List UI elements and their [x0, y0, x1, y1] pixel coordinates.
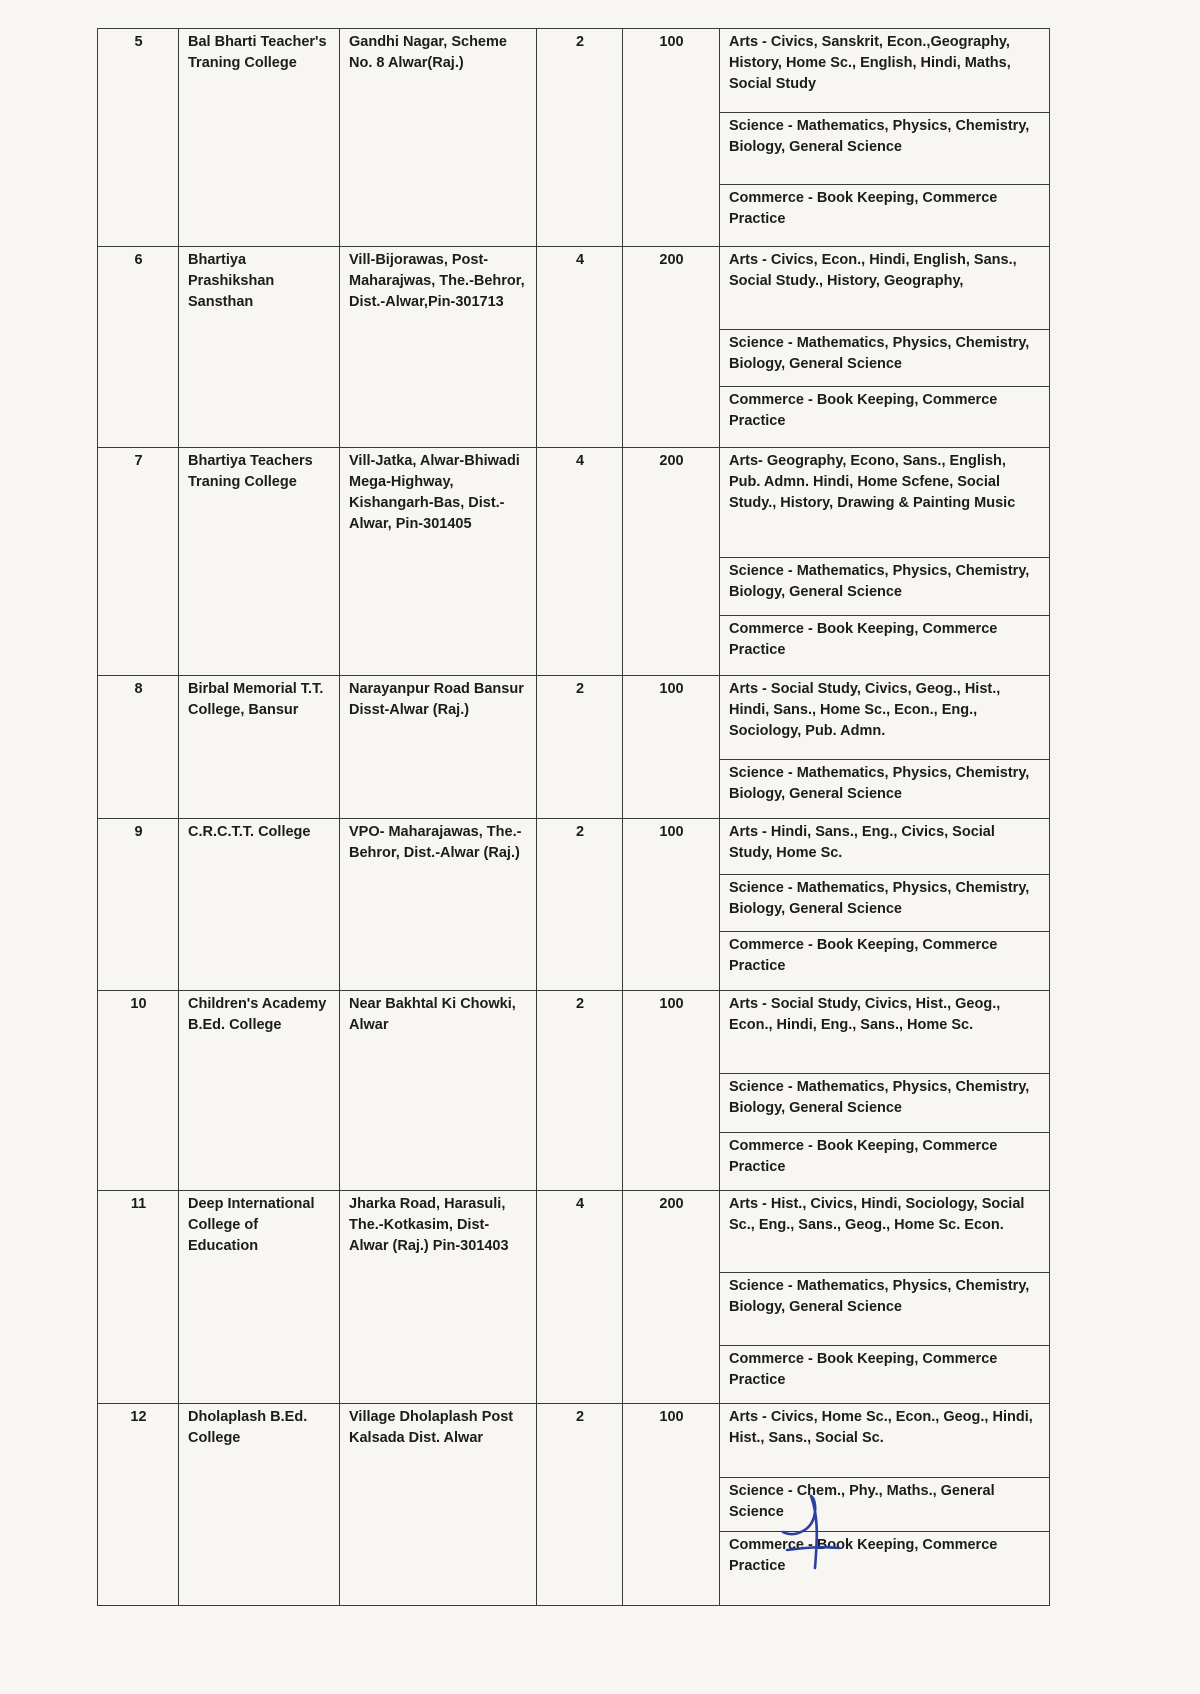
subjects-cell: Commerce - Book Keeping, Commerce Practice [720, 1532, 1050, 1606]
college-list-table [97, 28, 1050, 1606]
subjects-cell: Commerce - Book Keeping, Commerce Practice [720, 387, 1050, 448]
table-row [98, 247, 1050, 330]
subjects-cell: Science - Mathematics, Physics, Chemistry, Biology, General Science [720, 558, 1050, 616]
college-address-cell: Jharka Road, Harasuli, The.-Kotkasim, Dist-Alwar (Raj.) Pin-301403 [340, 1191, 537, 1404]
seats-cell: 200 [623, 448, 720, 676]
table-row [98, 819, 1050, 875]
subjects-cell: Commerce - Book Keeping, Commerce Practice [720, 1346, 1050, 1404]
units-cell: 4 [537, 448, 623, 676]
college-name-cell: Bhartiya Prashikshan Sansthan [179, 247, 340, 448]
college-name-cell: Deep International College of Education [179, 1191, 340, 1404]
serial-number-cell: 9 [98, 819, 179, 991]
subjects-cell: Arts - Social Study, Civics, Hist., Geog., Econ., Hindi, Eng., Sans., Home Sc. [720, 991, 1050, 1074]
subjects-cell: Commerce - Book Keeping, Commerce Practice [720, 932, 1050, 991]
college-address-cell: Vill-Bijorawas, Post-Maharajwas, The.-Behror, Dist.-Alwar,Pin-301713 [340, 247, 537, 448]
seats-cell: 100 [623, 991, 720, 1191]
table-row [98, 991, 1050, 1074]
seats-cell: 200 [623, 247, 720, 448]
serial-number-cell: 10 [98, 991, 179, 1191]
serial-number-cell: 7 [98, 448, 179, 676]
college-name-cell: Children's Academy B.Ed. College [179, 991, 340, 1191]
table-row [98, 676, 1050, 760]
units-cell: 2 [537, 1404, 623, 1606]
subjects-cell: Science - Mathematics, Physics, Chemistry, Biology, General Science [720, 875, 1050, 932]
units-cell: 4 [537, 247, 623, 448]
seats-cell: 200 [623, 1191, 720, 1404]
subjects-cell: Arts - Civics, Home Sc., Econ., Geog., Hindi, Hist., Sans., Social Sc. [720, 1404, 1050, 1478]
table-row [98, 1404, 1050, 1478]
serial-number-cell: 6 [98, 247, 179, 448]
units-cell: 4 [537, 1191, 623, 1404]
serial-number-cell: 11 [98, 1191, 179, 1404]
subjects-cell: Science - Mathematics, Physics, Chemistry, Biology, General Science [720, 1074, 1050, 1133]
table-row [98, 448, 1050, 558]
college-address-cell: Gandhi Nagar, Scheme No. 8 Alwar(Raj.) [340, 29, 537, 247]
seats-cell: 100 [623, 1404, 720, 1606]
units-cell: 2 [537, 29, 623, 247]
subjects-cell: Science - Mathematics, Physics, Chemistry, Biology, General Science [720, 330, 1050, 387]
college-address-cell: Narayanpur Road Bansur Disst-Alwar (Raj.) [340, 676, 537, 819]
subjects-cell: Commerce - Book Keeping, Commerce Practice [720, 616, 1050, 676]
subjects-cell: Science - Chem., Phy., Maths., General Science [720, 1478, 1050, 1532]
college-list-body [98, 29, 1050, 1606]
subjects-cell: Arts - Social Study, Civics, Geog., Hist., Hindi, Sans., Home Sc., Econ., Eng., Sociology, Pub. Admn. [720, 676, 1050, 760]
subjects-cell: Commerce - Book Keeping, Commerce Practice [720, 185, 1050, 247]
college-name-cell: Birbal Memorial T.T. College, Bansur [179, 676, 340, 819]
seats-cell: 100 [623, 676, 720, 819]
seats-cell: 100 [623, 819, 720, 991]
subjects-cell: Science - Mathematics, Physics, Chemistry, Biology, General Science [720, 760, 1050, 819]
units-cell: 2 [537, 991, 623, 1191]
college-name-cell: Dholaplash B.Ed. College [179, 1404, 340, 1606]
college-address-cell: Village Dholaplash Post Kalsada Dist. Alwar [340, 1404, 537, 1606]
college-address-cell: Near Bakhtal Ki Chowki, Alwar [340, 991, 537, 1191]
serial-number-cell: 12 [98, 1404, 179, 1606]
college-name-cell: C.R.C.T.T. College [179, 819, 340, 991]
units-cell: 2 [537, 676, 623, 819]
seats-cell: 100 [623, 29, 720, 247]
college-address-cell: Vill-Jatka, Alwar-Bhiwadi Mega-Highway, Kishangarh-Bas, Dist.-Alwar, Pin-301405 [340, 448, 537, 676]
subjects-cell: Commerce - Book Keeping, Commerce Practice [720, 1133, 1050, 1191]
college-name-cell: Bal Bharti Teacher's Traning College [179, 29, 340, 247]
subjects-cell: Arts - Hindi, Sans., Eng., Civics, Social Study, Home Sc. [720, 819, 1050, 875]
subjects-cell: Arts- Geography, Econo, Sans., English, Pub. Admn. Hindi, Home Scfene, Social Study., History, Drawing & Painting Music [720, 448, 1050, 558]
units-cell: 2 [537, 819, 623, 991]
subjects-cell: Arts - Hist., Civics, Hindi, Sociology, Social Sc., Eng., Sans., Geog., Home Sc. Econ. [720, 1191, 1050, 1273]
subjects-cell: Arts - Civics, Econ., Hindi, English, Sans., Social Study., History, Geography, [720, 247, 1050, 330]
college-address-cell: VPO- Maharajawas, The.-Behror, Dist.-Alwar (Raj.) [340, 819, 537, 991]
table-row [98, 29, 1050, 113]
college-name-cell: Bhartiya Teachers Traning College [179, 448, 340, 676]
table-row [98, 1191, 1050, 1273]
subjects-cell: Science - Mathematics, Physics, Chemistry, Biology, General Science [720, 113, 1050, 185]
handwritten-initial-mark [775, 1490, 855, 1585]
serial-number-cell: 8 [98, 676, 179, 819]
subjects-cell: Science - Mathematics, Physics, Chemistry, Biology, General Science [720, 1273, 1050, 1346]
subjects-cell: Arts - Civics, Sanskrit, Econ.,Geography, History, Home Sc., English, Hindi, Maths, Social Study [720, 29, 1050, 113]
serial-number-cell: 5 [98, 29, 179, 247]
